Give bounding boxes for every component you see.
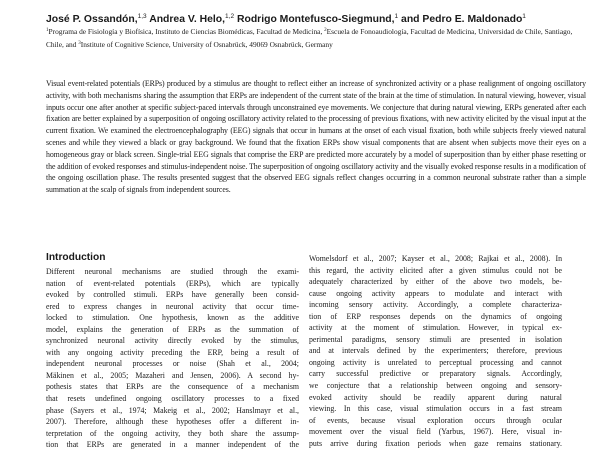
- text-line: 2007). Therefore, although these hypotheses offer a different in-: [46, 417, 299, 427]
- affiliation-marker: 1: [46, 28, 49, 33]
- introduction-right-column: [309, 253, 562, 449]
- text-line: movement over the visual field (Yarbus, 1967). Here, visual in-: [309, 427, 562, 437]
- text-line: puts arrive during fixation periods when gaze remains stationary.: [309, 438, 562, 448]
- author-affiliation-marker: 1: [522, 13, 526, 20]
- text-line: terpretation of the ongoing activity, they both share the assump-: [46, 428, 299, 438]
- text-line: and at intervals defined by the experimenters; therefore, previous: [309, 346, 562, 356]
- affiliation-text: Escuela de Fonoaudiología, Facultad de Medicina, Universidad de Chile, Santiago, Chile, and: [46, 27, 573, 49]
- text-line: evoked activity should be readily apparent during natural: [309, 392, 562, 402]
- author-name: Andrea V. Helo,: [146, 14, 226, 25]
- text-line: adequately characterized by either of the above two models, be-: [309, 277, 562, 287]
- abstract: [46, 78, 586, 196]
- text-line: nation of event-related potentials (ERPs), which are typically: [46, 278, 299, 288]
- affiliation-text: Institute of Cognitive Science, University of Osnabrück, 49069 Osnabrück, Germany: [80, 39, 333, 49]
- author-affiliation-marker: 1,2: [225, 13, 235, 20]
- author-affiliation-marker: 1: [394, 13, 399, 20]
- text-line: synchronized neuronal activity directly evoked by the stimulus,: [46, 336, 299, 346]
- author-list: [46, 10, 586, 26]
- text-line: this regard, the activity elicited after a given stimulus could not be: [309, 265, 562, 275]
- text-line: independent neuronal processes or noise (Shah et al., 2004;: [46, 359, 299, 369]
- text-line: phase (Sayers et al., 1974; Makeig et al., 2002; Hanslmayr et al.,: [46, 405, 299, 415]
- text-line: ongoing activity is unrelated to perceptual processing and cannot: [309, 357, 562, 367]
- affiliation-marker: 2: [324, 28, 327, 33]
- author-affiliation-marker: 1,3: [137, 13, 147, 20]
- text-line: ered to express changes in neuronal activity that occur time-: [46, 301, 299, 311]
- body-text: [46, 266, 299, 451]
- section-heading: Introduction: [46, 252, 106, 263]
- text-line: model, explains the generation of ERPs as the summation of: [46, 324, 299, 334]
- text-line: locked to stimulation. One hypothesis, known as the additive: [46, 313, 299, 323]
- text-line: activity at the moment of stimulation. However, in typical ex-: [309, 323, 562, 333]
- text-line: that resets undefined ongoing oscillatory processes to a fixed: [46, 394, 299, 404]
- affiliation-marker: 3: [78, 40, 81, 46]
- text-line: evoked by controlled stimuli. ERPs have generally been consid-: [46, 290, 299, 300]
- text-line: cause ongoing activity appears to modulate and interact with: [309, 288, 562, 298]
- author-name: Rodrigo Montefusco-Siegmund,: [234, 14, 395, 25]
- text-line: incoming sensory activity. Accordingly, a complete characteriza-: [309, 300, 562, 310]
- text-line: Mäkinen et al., 2005; Mazaheri and Jensen, 2006). A second hy-: [46, 370, 299, 380]
- affiliations: [46, 25, 581, 50]
- text-line: we conjecture that a relationship between ongoing and sensory-: [309, 381, 562, 391]
- text-line: pothesis states that ERPs are the consequence of a mechanism: [46, 382, 299, 392]
- author-name: José P. Ossandón,: [46, 14, 138, 25]
- text-line: tion of ERP responses depends on the dynamics of ongoing: [309, 311, 562, 321]
- text-line: tion that ERPs are generated in a manner independent of the: [46, 440, 299, 450]
- text-line: viewing. In this case, visual stimulation occurs in a fast stream: [309, 404, 562, 414]
- abstract-text: Visual event-related potentials (ERPs) produced by a stimulus are thought to reflect either an increase of synchronized activity or a phase realignment of ongoing oscillatory activity, with both mechanisms sharing the assumption that ERPs are independent of the current state of the brain at the time of stimulation. In natural viewing, however, visual inputs occur one after another at specific subject-paced intervals through unconstrained eye movements. We conjecture that during natural viewing, ERPs generated after each fixation are better explained by a superposition of ongoing oscillatory activity related to the processing of previous fixations, with new activity elicited by the visual input at the current fixation. We examined the electroencephalography (EEG) signals that occur in humans at the onset of each visual fixation, both while subjects freely viewed natural scenes and while they viewed a black or gray background. We found that the fixation ERPs show visual components that are absent when subjects move their eyes on a homogeneous gray or black screen. Single-trial EEG signals that comprise the ERP are predicted more accurately by a model of superposition than by either phase resetting or the addition of evoked responses and stimulus-independent noise. The superposition of ongoing oscillatory activity and the visually evoked response results in a modification of the ongoing oscillation phase. The results presented suggest that the observed EEG signals reflect changes occurring in a common neuronal substrate rather than a simple summation at the scalp of signals from independent sources.: [46, 79, 586, 195]
- affiliation-text: Programa de Fisiología y Biofísica, Instituto de Ciencias Biomédicas, Facultad de Medicina,: [48, 27, 325, 36]
- text-line: Womelsdorf et al., 2007; Kayser et al., 2008; Rajkai et al., 2008). In: [309, 254, 562, 263]
- text-line: of events, because visual exploration occurs through ocular: [309, 415, 562, 425]
- text-line: Different neuronal mechanisms are studied through the exami-: [46, 267, 299, 276]
- text-line: with any ongoing activity preceding the ERP, being a result of: [46, 347, 299, 357]
- introduction-left-column: [46, 252, 299, 451]
- author-name: and Pedro E. Maldonado: [398, 14, 523, 25]
- body-text: [309, 253, 562, 449]
- text-line: carry successful predictive or preparatory signals. Accordingly,: [309, 369, 562, 379]
- text-line: perimental paradigms, sensory stimuli are presented in isolation: [309, 334, 562, 344]
